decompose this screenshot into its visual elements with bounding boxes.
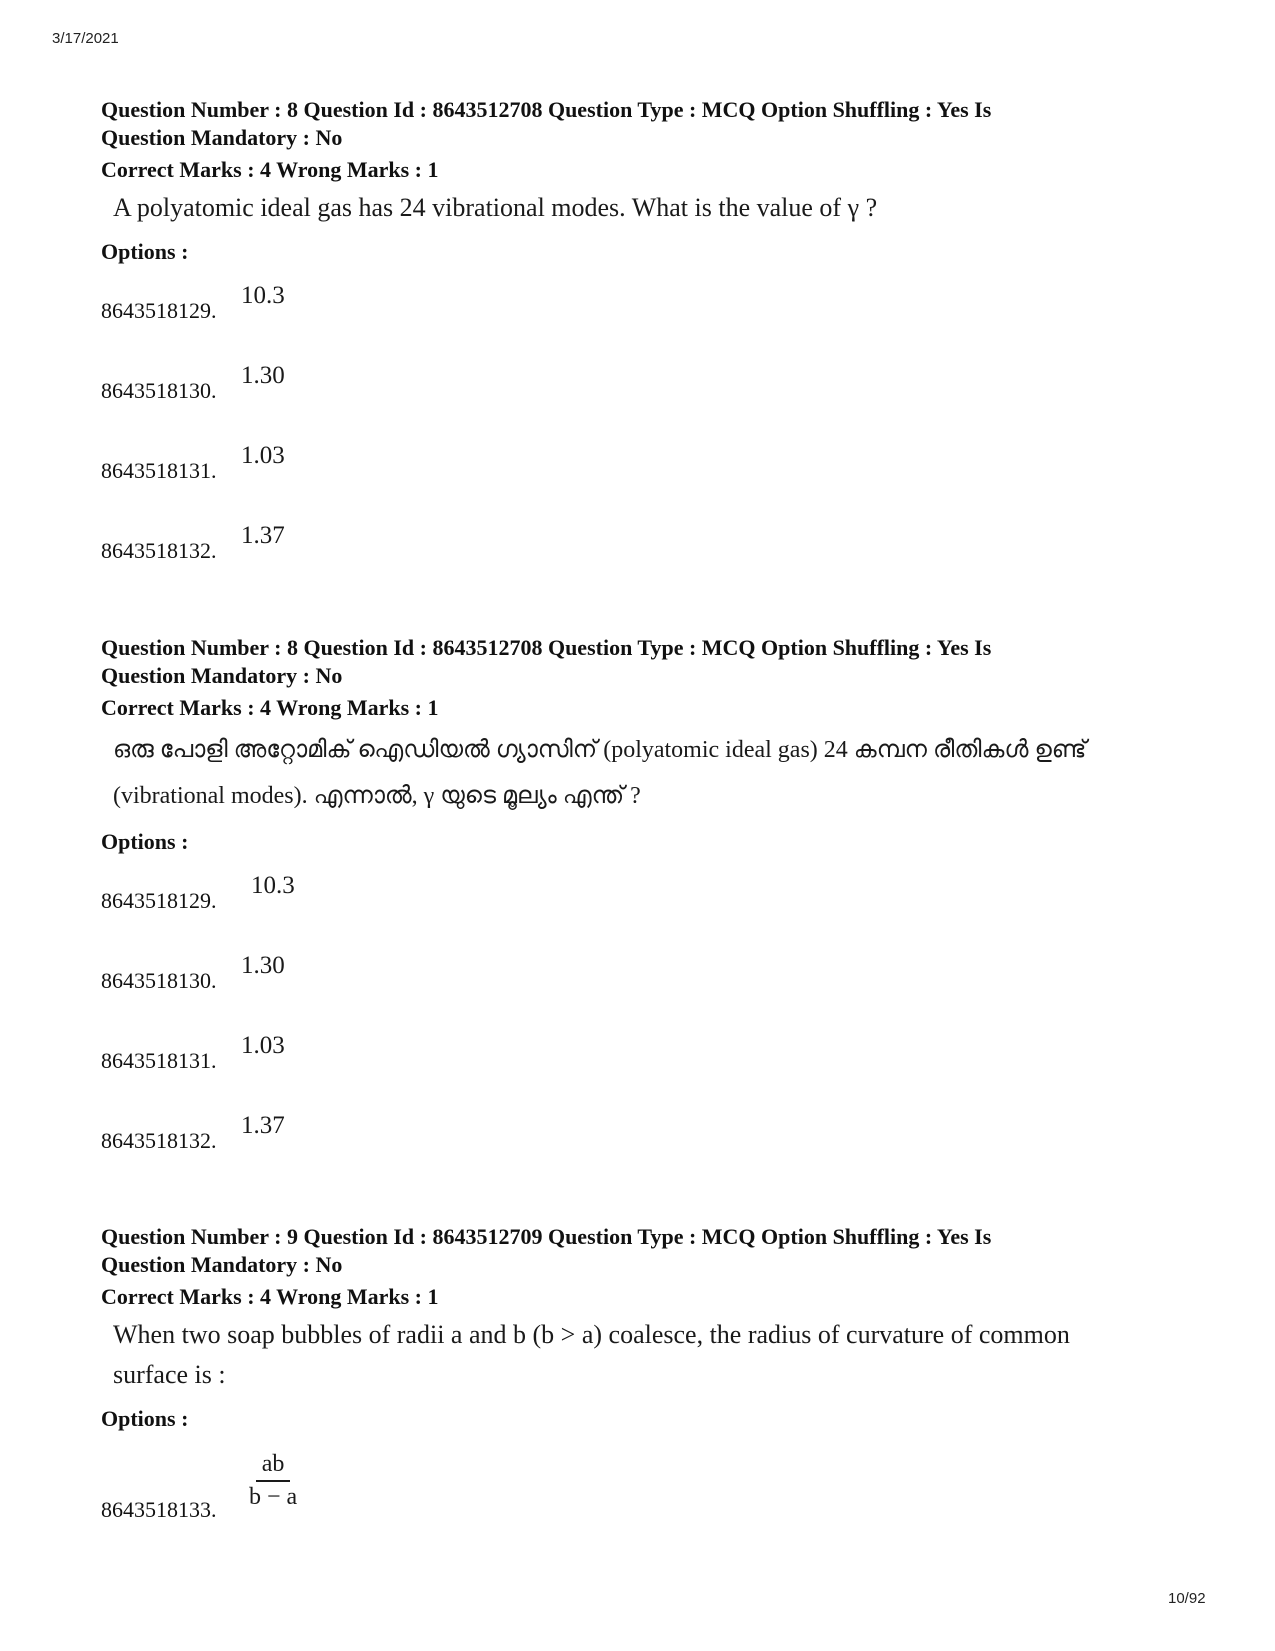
option-item[interactable] <box>101 1096 1201 1176</box>
option-value: 10.3 <box>251 872 295 899</box>
question-marks: Correct Marks : 4 Wrong Marks : 1 <box>101 157 439 182</box>
option-id: 8643518132. <box>101 1128 217 1153</box>
question-header-line1: Question Number : 8 Question Id : 8643512708 Question Type : MCQ Option Shuffling : Yes Is <box>101 635 992 660</box>
option-id: 8643518133. <box>101 1497 217 1522</box>
question-header-line1: Question Number : 8 Question Id : 8643512708 Question Type : MCQ Option Shuffling : Yes Is <box>101 97 992 122</box>
option-item[interactable] <box>101 1016 1201 1096</box>
question-marks: Correct Marks : 4 Wrong Marks : 1 <box>101 1284 439 1309</box>
option-id: 8643518130. <box>101 378 217 403</box>
option-list <box>101 1433 1201 1533</box>
option-value: 1.37 <box>241 522 285 549</box>
option-value: 10.3 <box>241 282 285 309</box>
option-id: 8643518132. <box>101 538 217 563</box>
option-list <box>101 856 1201 1176</box>
option-id: 8643518131. <box>101 458 217 483</box>
question-block-1 <box>101 96 1201 586</box>
question-text-line2: surface is : <box>113 1360 226 1389</box>
question-header-line1: Question Number : 9 Question Id : 8643512709 Question Type : MCQ Option Shuffling : Yes Is <box>101 1224 992 1249</box>
options-label: Options : <box>101 1406 189 1431</box>
option-item[interactable] <box>101 426 1201 506</box>
question-text-line1: When two soap bubbles of radii a and b (b > a) coalesce, the radius of curvature of common <box>113 1320 1070 1349</box>
page-number: 10/92 <box>1168 1590 1206 1607</box>
question-block-2 <box>101 634 1201 1176</box>
question-text-line2: (vibrational modes). എന്നാൽ, γ യുടെ മൂല്യം എന്ത് ? <box>113 783 641 809</box>
question-header-line2: Question Mandatory : No <box>101 1252 343 1277</box>
option-item[interactable] <box>101 346 1201 426</box>
question-text: A polyatomic ideal gas has 24 vibrational modes. What is the value of γ ? <box>113 193 878 222</box>
option-id: 8643518130. <box>101 968 217 993</box>
question-marks: Correct Marks : 4 Wrong Marks : 1 <box>101 695 439 720</box>
question-header-line2: Question Mandatory : No <box>101 663 343 688</box>
option-value: 1.37 <box>241 1112 285 1139</box>
options-label: Options : <box>101 239 189 264</box>
option-id: 8643518129. <box>101 888 217 913</box>
option-item[interactable] <box>101 506 1201 586</box>
option-item[interactable] <box>101 856 1201 936</box>
option-value: 1.30 <box>241 362 285 389</box>
question-block-3 <box>101 1223 1201 1533</box>
option-value: 1.30 <box>241 952 285 979</box>
options-label: Options : <box>101 829 189 854</box>
fraction-numerator: ab <box>256 1451 291 1482</box>
option-item[interactable] <box>101 1433 1201 1533</box>
fraction-denominator: b − a <box>249 1484 298 1510</box>
fraction <box>249 1451 297 1511</box>
option-item[interactable] <box>101 266 1201 346</box>
option-value: 1.03 <box>241 442 285 469</box>
option-list <box>101 266 1201 586</box>
option-value: 1.03 <box>241 1032 285 1059</box>
option-id: 8643518131. <box>101 1048 217 1073</box>
option-id: 8643518129. <box>101 298 217 323</box>
question-header-line2: Question Mandatory : No <box>101 125 343 150</box>
option-item[interactable] <box>101 936 1201 1016</box>
page-date: 3/17/2021 <box>52 30 119 47</box>
question-text-line1: ഒരു പോളി അറ്റോമിക് ഐഡിയൽ ഗ്യാസിന് (polyatomic ideal gas) 24 കമ്പന രീതികൾ ഉണ്ട് <box>113 737 1087 763</box>
